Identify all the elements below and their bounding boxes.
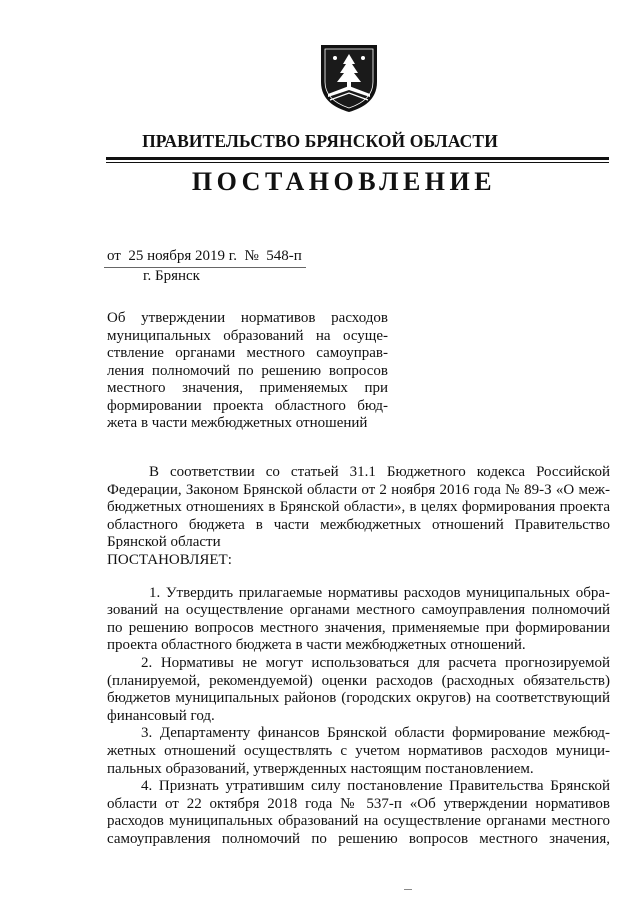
body-line: 4. Признать утратившим силу постановление Правительства Брянской [141,778,610,795]
document-date-number: от 25 ноября 2019 г. № 548-п [107,248,302,264]
body-line: Федерации, Законом Брянской области от 2 ноября 2016 года № 89-З «О меж- [107,481,610,498]
body-line: 3. Департаменту финансов Брянской области формирование межбюд- [141,725,610,742]
spacer [107,570,610,585]
body-line: Брянской области [107,534,221,551]
body-line: проекта областного бюджета в части межбюджетных отношений. [107,637,526,654]
body-line: бюджетных отношениях в Брянской области», в целях формирования проекта [107,499,610,516]
resolves-label: ПОСТАНОВЛЯЕТ: [107,551,232,568]
header-rule-thick [106,157,609,160]
body-line: В соответствии со статьей 31.1 Бюджетного кодекса Российской [149,464,610,480]
body-line: расходов муниципальных образований на осуществление органами местного [107,813,610,830]
document-city: г. Брянск [143,268,200,284]
document-body [107,464,610,848]
body-line: по решению вопросов местного значения, применяемые при формировании [107,619,610,636]
document-type-title: ПОСТАНОВЛЕНИЕ [191,167,497,196]
document-subject [107,310,388,433]
subject-line: жета в части межбюджетных отношений [107,415,368,431]
subject-line: местного значения, применяемых при [107,380,388,396]
subject-line: Об утверждении нормативов расходов [107,310,388,326]
preamble-paragraph [107,464,610,552]
subject-line: муниципальных образований на осуще- [107,327,388,344]
subject-line: ления полномочий по решению вопросов [107,362,388,379]
item-3-paragraph [107,725,610,778]
body-line: области от 22 октября 2018 года № 537-п «Об утверждении нормативов [107,795,610,812]
body-line: самоуправления полномочий по решению вопросов местного значения, [107,830,610,847]
subject-line: формировании проекта областного бюд- [107,397,388,414]
body-line: 1. Утвердить прилагаемые нормативы расходов муниципальных обра- [149,584,610,601]
body-line: областного бюджета в части межбюджетных отношений Правительство [107,516,610,533]
item-1-paragraph [107,585,610,655]
body-line: жетных отношений осуществлять с учетом нормативов расходов муници- [107,742,610,759]
bryansk-coat-of-arms-icon [318,42,380,114]
body-line: бюджетов муниципальных районов (городских округов) на соответствующий [107,690,610,707]
header-rule-thin [106,162,609,163]
scan-mark [404,889,412,890]
body-line: 2. Нормативы не могут использоваться для расчета прогнозируемой [141,654,610,671]
body-line: зований на осуществление органами местного самоуправления полномочий [107,602,610,619]
item-2-paragraph [107,655,610,725]
body-line: (планируемой, рекомендуемой) оценки расходов (расходных обязательств) [107,672,610,689]
date-underline [104,267,306,268]
subject-line: ствление органами местного самоуправ- [107,345,388,361]
organization-title: ПРАВИТЕЛЬСТВО БРЯНСКОЙ ОБЛАСТИ [142,131,498,151]
body-line: финансовый год. [107,707,215,724]
item-4-paragraph [107,778,610,848]
body-line: пальных образований, утвержденных настоящим постановлением. [107,760,534,777]
